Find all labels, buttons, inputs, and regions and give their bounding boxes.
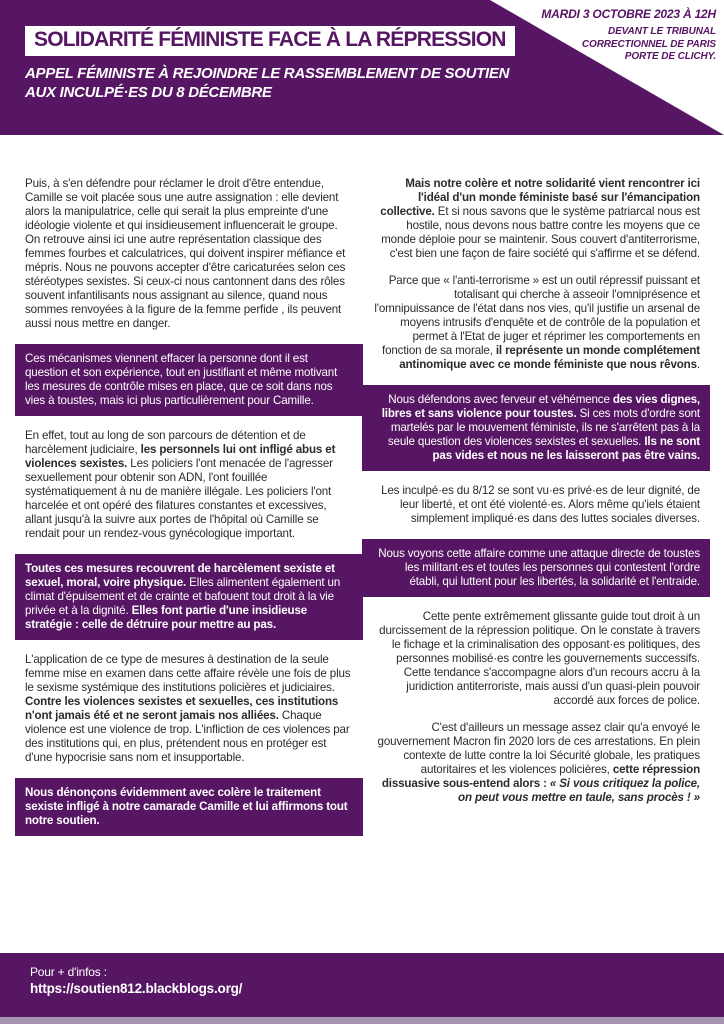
paragraph [372, 721, 700, 805]
title-box [25, 26, 515, 56]
left-column [25, 177, 353, 849]
text-segment: L'application de ce type de mesures à destination de la seule femme mise en examen dans cette affaire révèle une fois de plus le sexisme systémique des institutions policières et judiciaires. [25, 653, 351, 694]
footer-banner [0, 953, 724, 1017]
text-segment: Puis, à s'en défendre pour réclamer le droit d'être entendue, Camille se voit placée sous une autre assignation : elle devient alors la manipulatrice, celle qui serait la plus empreinte d'une idéologie violente et qui insidieusement influencerait le groupe. On retrouve ainsi ici une autre représentation classique des femmes fourbes et calculatrices, qui doivent inspirer méfiance et mépris. Nous ne pouvons accepter d'être caricaturées selon ces stéréotypes sexistes. Si ceux-ci nous cantonnent dans des rôles souvent infantilisants nous assignant au silence, quand nous sommes renvoyées à la figure de la femme perfide , ils peuvent aussi nous mettre en danger. [25, 177, 346, 330]
footer-bottom-strip [0, 1017, 724, 1024]
text-segment: Chaque violence est une violence de trop. L'infliction de ces violences par des institutions qui, en plus, prétendent nous en protéger est d'une hypocrisie sans nom et insupportable. [25, 709, 350, 764]
text-segment: des vies dignes, libres et sans violence pour toustes. [381, 393, 700, 420]
paragraph [25, 653, 353, 765]
page-title: SOLIDARITÉ FÉMINISTE FACE À LA RÉPRESSION [34, 28, 506, 51]
paragraph [372, 177, 700, 261]
text-segment: « Si vous critiquez la police, on peut vous mettre en taule, sans procès ! » [458, 777, 700, 804]
right-column [372, 177, 700, 849]
text-segment: il représente un monde complétement antinomique avec ce monde féministe que nous rêvons [399, 344, 700, 371]
subtitle-line-2: AUX INCULPÉ·ES DU 8 DÉCEMBRE [25, 84, 272, 101]
paragraph [372, 484, 700, 526]
text-segment: Les inculpé·es du 8/12 se sont vu·es privé·es de leur dignité, de leur liberté, et ont été violenté·es. Alors même qu'iels étaient simplement impliqué·es dans des luttes sociales diverses. [381, 484, 700, 525]
text-segment: les personnels lui ont infligé abus et violences sexistes. [25, 443, 336, 470]
venue-line-2: CORRECTIONNEL DE PARIS [581, 38, 716, 50]
text-segment: Si ces mots d'ordre sont martelés par le mouvement féministe, ils ne s'arrêtent pas à la seule question des violences sexistes et sexuelles. [387, 407, 700, 448]
text-segment: En effet, tout au long de son parcours de détention et de harcèlement judiciaire, [25, 429, 306, 456]
event-datetime [541, 7, 716, 64]
text-segment: Cette pente extrêmement glissante guide tout droit à un durcissement de la répression politique. On le constate à travers le fichage et la criminalisation des opposant·es politiques, des personnes mobilisé·es contre les gouvernements successifs. Cette tendance s'accompagne alors d'un recours accru à la juridiction antiterroriste, mais aussi d'un quasi-plein pouvoir accordé aux forces de police. [379, 610, 700, 707]
highlight-block [362, 539, 710, 597]
footer-info-label: Pour + d'infos : [30, 965, 107, 979]
text-segment: cette répression dissuasive sous-entend alors : [381, 763, 700, 790]
subtitle-line-1: APPEL FÉMINISTE À REJOINDRE LE RASSEMBLEMENT DE SOUTIEN [25, 65, 510, 82]
text-segment: Parce que « l'anti-terrorisme » est un outil répressif puissant et totalisant qui cherche à asseoir l'omniprésence et l'omnipuissance de l'état dans nos vies, qu'il justifie un arsenal de moyens intrusifs d'enquête et de contrôle de la population et permet à l'Etat de juger et réprimer les comportements en fonction de sa morale, [374, 274, 700, 357]
text-segment: Nous défendons avec ferveur et véhémence [388, 393, 613, 406]
highlight-block [15, 554, 363, 640]
text-segment: Nous dénonçons évidemment avec colère le traitement sexiste infligé à notre camarade Camille et lui affirmons tout notre soutien. [25, 786, 348, 827]
header-banner [0, 0, 724, 135]
highlight-block [15, 778, 363, 836]
subtitle [25, 64, 509, 102]
footer-url: https://soutien812.blackblogs.org/ [30, 981, 243, 996]
event-date: MARDI 3 OCTOBRE 2023 À 12H [541, 7, 716, 21]
text-segment: Les policiers l'ont menacée de l'agresser sexuellement pour obtenir son ADN, l'ont fouillée systématiquement à nu de manière illégale. Les policiers l'ont harcelée et ont opéré des filatures constantes et excessives, allant jusqu'à la suivre aux portes de l'hôpital où Camille se rendait pour un rendez-vous gynécologique important. [25, 457, 333, 540]
text-segment: Et si nous savons que le système patriarcal nous est hostile, nous devons nous battre contre les moyens que ce monde déploie pour se maintenir. Sous couvert d'antiterrorisme, c'est bien une façon de faire société qui s'affirme et se défend. [381, 205, 700, 260]
venue-line-1: DEVANT LE TRIBUNAL [607, 26, 716, 37]
text-segment: Mais notre colère et notre solidarité vient rencontrer ici l'idéal d'un monde féministe basé sur l'émancipation collective. [380, 177, 700, 218]
text-segment: Elles alimentent également un climat d'épuisement et de crainte et bafouent tout droit à la vie privée et à la dignité. [25, 576, 341, 617]
paragraph [372, 610, 700, 708]
text-segment: . [696, 358, 700, 371]
paragraph [25, 177, 353, 331]
paragraph [25, 429, 353, 541]
text-segment: Ces mécanismes viennent effacer la personne dont il est question et son expérience, tout en justifiant et même motivant les mesures de contrôle mises en place, que ce soit dans nos vies à toustes, mais ici plus particulièrement pour Camille. [25, 352, 338, 407]
text-segment: Contre les violences sexistes et sexuelles, ces institutions n'ont jamais été et ne seront jamais nos alliées. [25, 695, 339, 722]
text-segment: Elles font partie d'une insidieuse stratégie : celle de détruire pour mettre au pas. [25, 604, 308, 631]
text-segment: C'est d'ailleurs un message assez clair qu'a envoyé le gouvernement Macron fin 2020 lors de ces arrestations. En plein contexte de lutte contre la loi Sécurité globale, les pratiques autoritaires et les violences policières, [377, 721, 700, 776]
venue-line-3: PORTE DE CLICHY. [624, 51, 716, 62]
text-segment: Nous voyons cette affaire comme une attaque directe de toustes les militant·es et toutes les personnes qui contestent l'ordre établi, qui luttent pour les libertés, la solidarité et l'entraide. [378, 547, 700, 588]
text-segment: Toutes ces mesures recouvrent de harcèlement sexiste et sexuel, moral, voire physique. [25, 562, 335, 589]
highlight-block [362, 385, 710, 471]
body-columns [25, 177, 700, 849]
text-segment: Ils ne sont pas vides et nous ne les laisseront pas être vains. [432, 435, 700, 462]
highlight-block [15, 344, 363, 416]
event-venue [541, 26, 716, 64]
paragraph [372, 274, 700, 372]
